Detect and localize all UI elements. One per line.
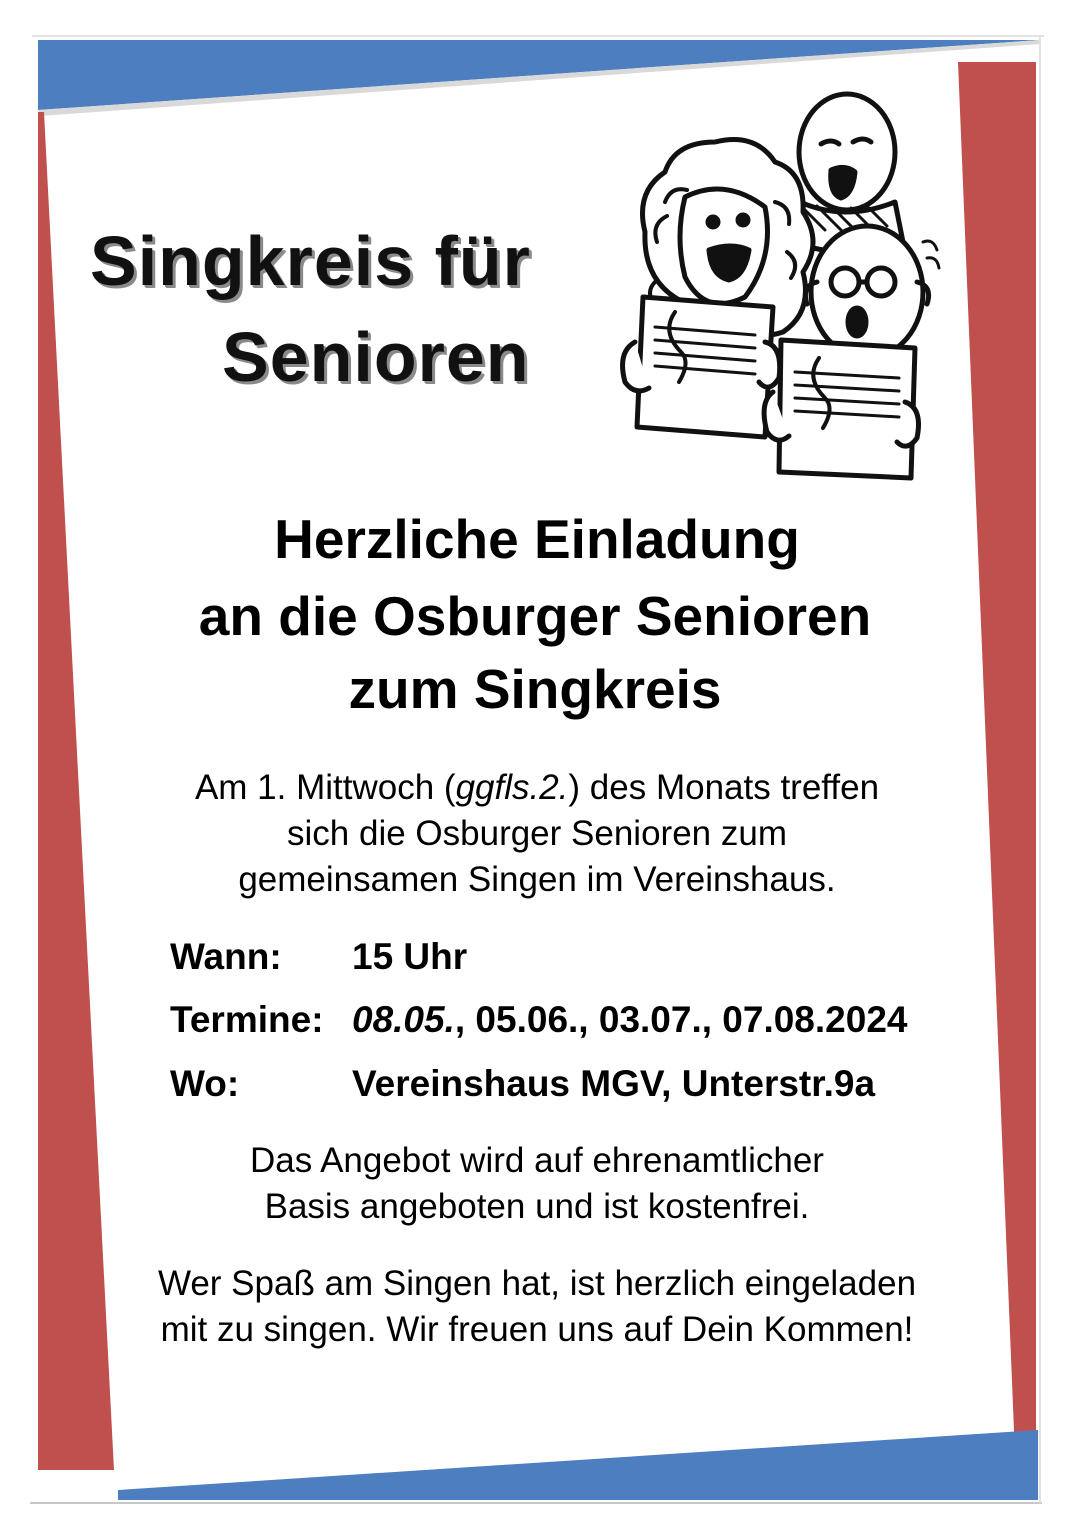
heading-line-1: Herzliche Einladung	[274, 508, 800, 570]
right-red-band	[958, 62, 1036, 1455]
heading-line-2: an die Osburger Senioren	[198, 585, 872, 647]
closing-paragraph	[0, 1261, 1080, 1353]
intro-paragraph	[0, 765, 1080, 903]
wo-label: Wo:	[170, 1063, 240, 1104]
termine-other-dates: , 05.06., 03.07., 07.08.2024	[454, 999, 908, 1040]
closing-line-2: mit zu singen. Wir freuen uns auf Dein Kommen!	[160, 1310, 914, 1349]
intro-line-3: gemeinsamen Singen im Vereinshaus.	[238, 860, 836, 899]
termine-label: Termine:	[170, 999, 324, 1040]
intro-line-2: sich die Osburger Senioren zum	[287, 814, 787, 853]
bottom-blue-band	[118, 1430, 1038, 1500]
wo-value: Vereinshaus MGV, Unterstr.9a	[352, 1063, 876, 1104]
wann-value: 15 Uhr	[352, 936, 468, 977]
heading-line-3: zum Singkreis	[348, 658, 722, 720]
singing-seniors-illustration	[605, 82, 955, 482]
wann-label: Wann:	[170, 936, 282, 977]
termine-first-date: 08.05.	[352, 999, 455, 1040]
offer-line-1: Das Angebot wird auf ehrenamtlicher	[250, 1141, 824, 1180]
detail-row-wann	[170, 938, 467, 975]
offer-line-2: Basis angeboten und ist kostenfrei.	[264, 1187, 810, 1226]
detail-row-wo	[170, 1065, 875, 1102]
intro-line-1: Am 1. Mittwoch (ggfls.2.) des Monats treffen	[194, 768, 880, 807]
title-line-1: Singkreis für	[90, 222, 531, 300]
title-line-2: Senioren	[222, 318, 530, 396]
closing-line-1: Wer Spaß am Singen hat, ist herzlich eingeladen	[157, 1264, 917, 1303]
offer-paragraph	[0, 1138, 1080, 1230]
detail-row-termine	[170, 1001, 907, 1038]
